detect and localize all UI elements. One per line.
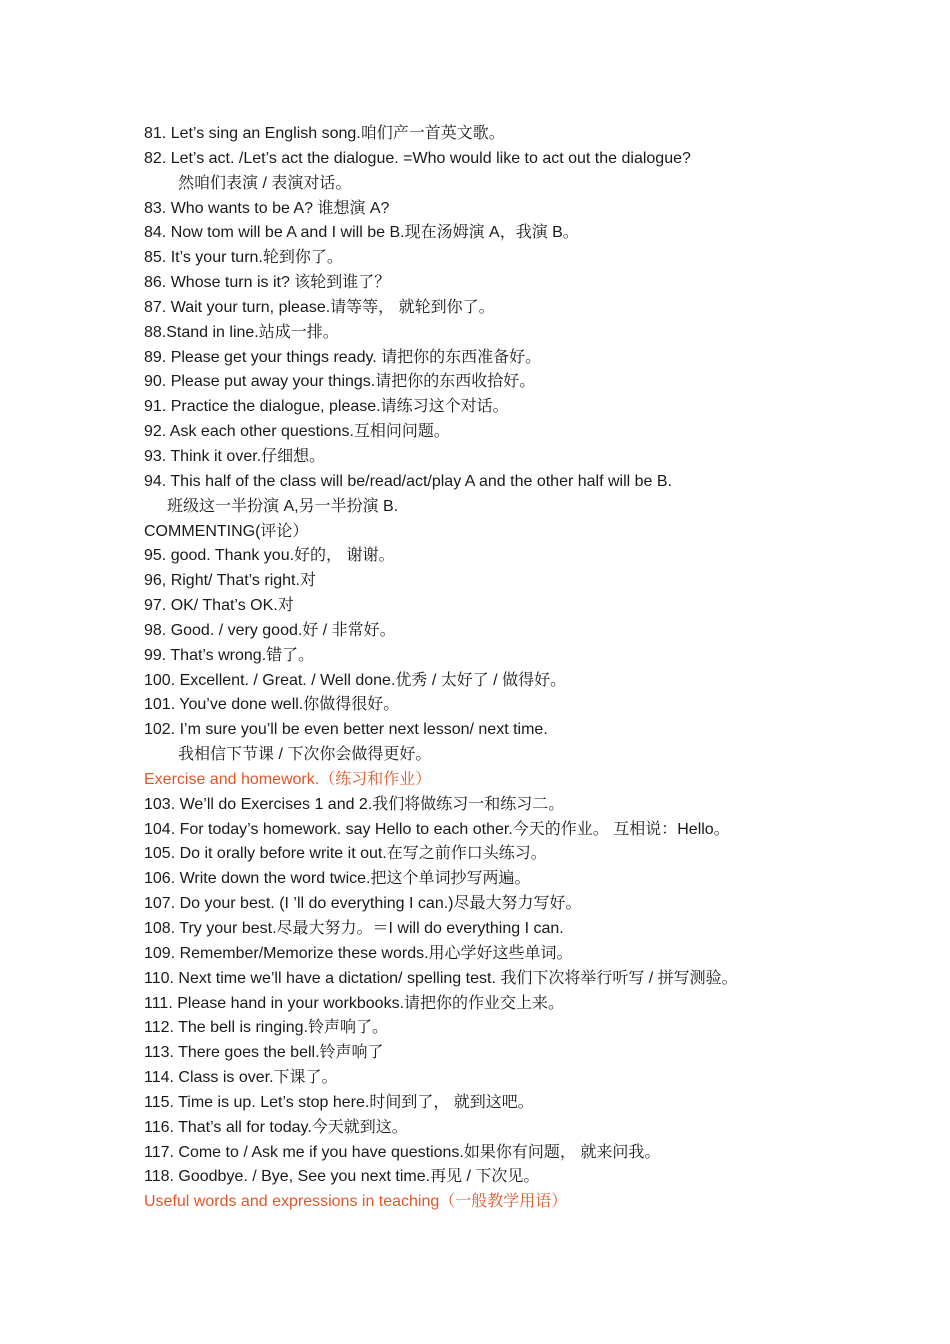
text-line: 85. It’s your turn.轮到你了。 xyxy=(144,249,343,267)
text-line: 101. You’ve done well.你做得很好。 xyxy=(144,696,400,714)
text-line: 118. Goodbye. / Bye, See you next time.再见 / 下次见。 xyxy=(144,1168,540,1186)
text-line: 84. Now tom will be A and I will be B.现在汤姆演 A，我演 B。 xyxy=(144,224,579,242)
text-line: 106. Write down the word twice.把这个单词抄写两遍。 xyxy=(144,870,531,888)
text-line: 116. That’s all for today.今天就到这。 xyxy=(144,1118,408,1136)
text-line: 108. Try your best.尽最大努力。＝I will do everything I can. xyxy=(144,920,564,937)
text-line: 117. Come to / Ask me if you have questions.如果你有问题， 就来问我。 xyxy=(144,1143,661,1161)
text-line: 83. Who wants to be A? 谁想演 A? xyxy=(144,199,390,217)
section-heading: Exercise and homework.（练习和作业） xyxy=(144,770,432,788)
text-line: 112. The bell is ringing.铃声响了。 xyxy=(144,1019,388,1037)
text-line: 102. I’m sure you’ll be even better next lesson/ next time. xyxy=(144,721,548,739)
text-line: 111. Please hand in your workbooks.请把你的作业交上来。 xyxy=(144,994,565,1012)
text-line: 91. Practice the dialogue, please.请练习这个对话。 xyxy=(144,398,509,416)
text-line: 110. Next time we’ll have a dictation/ spelling test. 我们下次将举行听写 / 拼写测验。 xyxy=(144,969,738,987)
text-line: 103. We’ll do Exercises 1 and 2.我们将做练习一和练习二。 xyxy=(144,795,565,813)
text-line: 96, Right/ That’s right.对 xyxy=(144,572,316,590)
text-line: 我相信下节课 / 下次你会做得更好。 xyxy=(178,746,432,764)
text-line: 99. That’s wrong.错了。 xyxy=(144,646,315,664)
text-line: 92. Ask each other questions.互相问问题。 xyxy=(144,423,450,441)
text-line: COMMENTING(评论） xyxy=(144,522,309,540)
text-line: 100. Excellent. / Great. / Well done.优秀 / 太好了 / 做得好。 xyxy=(144,671,567,689)
text-line: 81. Let’s sing an English song.咱们产一首英文歌。 xyxy=(144,125,505,142)
text-line: 班级这一半扮演 A,另一半扮演 B. xyxy=(167,497,399,515)
text-line: 98. Good. / very good.好 / 非常好。 xyxy=(144,621,396,639)
text-line: 90. Please put away your things.请把你的东西收拾好。 xyxy=(144,373,536,391)
text-line: 88.Stand in line.站成一排。 xyxy=(144,323,339,341)
text-line: 97. OK/ That’s OK.对 xyxy=(144,597,294,615)
text-line: 86. Whose turn is it? 该轮到谁了？ xyxy=(144,274,391,292)
text-line: 109. Remember/Memorize these words.用心学好这些单词。 xyxy=(144,944,573,962)
text-line: 105. Do it orally before write it out.在写之前作口头练习。 xyxy=(144,845,547,863)
text-line: 87. Wait your turn, please.请等等， 就轮到你了。 xyxy=(144,298,495,316)
document-page xyxy=(0,122,950,1215)
text-line: 89. Please get your things ready. 请把你的东西准备好。 xyxy=(144,348,542,366)
text-line: 93. Think it over.仔细想。 xyxy=(144,447,326,465)
text-line: 95. good. Thank you.好的， 谢谢。 xyxy=(144,547,395,565)
text-line: 115. Time is up. Let’s stop here.时间到了， 就到这吧。 xyxy=(144,1093,534,1111)
text-line: 107. Do your best. (I ’ll do everything I can.)尽最大努力写好。 xyxy=(144,895,582,913)
text-line: 82. Let’s act. /Let’s act the dialogue. =Who would like to act out the dialogue? xyxy=(144,149,691,167)
text-line: 然咱们表演 / 表演对话。 xyxy=(178,174,352,192)
text-line: 114. Class is over.下课了。 xyxy=(144,1069,338,1087)
text-line: 94. This half of the class will be/read/act/play A and the other half will be B. xyxy=(144,472,673,490)
section-heading: Useful words and expressions in teaching（一般教学用语） xyxy=(144,1193,568,1211)
text-line: 113. There goes the bell.铃声响了 xyxy=(144,1044,384,1062)
text-line: 104. For today’s homework. say Hello to each other.今天的作业。 互相说：Hello。 xyxy=(144,820,730,838)
